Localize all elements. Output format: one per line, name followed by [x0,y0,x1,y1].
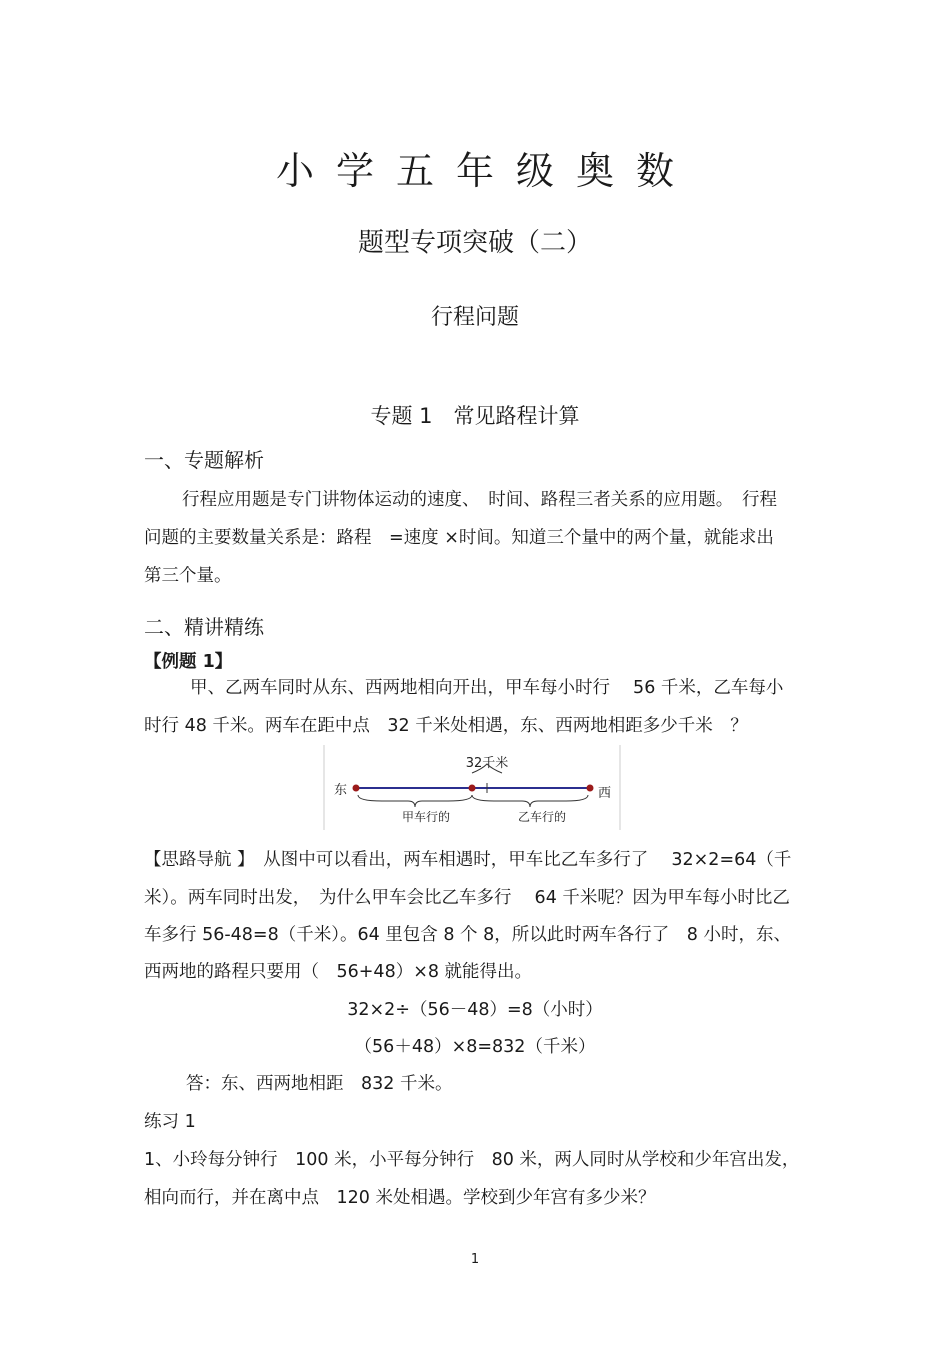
part1-line-2: 问题的主要数量关系是：路程 =速度 ×时间。知道三个量中的两个量，就能求出 [144,528,774,548]
meeting-diagram [322,745,622,830]
diagram-svg [322,745,622,830]
analysis-line-1: 【思路导航 】 从图中可以看出，两车相遇时，甲车比乙车多行了 32×2=64（千 [144,850,792,870]
formula-line-2: （56＋48）×8=832（千米） [354,1037,596,1057]
car-b-brace [472,795,588,807]
distance-label: 32千米 [465,756,509,771]
car-a-brace [358,795,472,807]
east-label: 东 [334,783,348,798]
example-line-1: 甲、乙两车同时从东、西两地相向开出，甲车每小时行 56 千米，乙车每小 [190,678,784,698]
part1-heading: 一、专题解析 [144,448,264,472]
car-a-label: 甲车行的 [401,810,451,824]
practice-line-2: 相向而行，并在离中点 120 米处相遇。学校到少年宫有多少米？ [144,1188,656,1208]
analysis-line-4: 西两地的路程只要用（ 56+48）×8 就能得出。 [144,962,533,982]
analysis-line-3: 车多行 56-48=8（千米）。64 里包含 8 个 8，所以此时两车各行了 8 小时，东、 [144,925,791,945]
car-b-label: 乙车行的 [517,810,567,824]
part1-line-3: 第三个量。 [144,566,232,586]
practice-label: 练习 1 [144,1112,196,1132]
practice-line-1: 1、小玲每分钟行 100 米，小平每分钟行 80 米，两人同时从学校和少年宫出发， [144,1150,800,1170]
part2-heading: 二、精讲精练 [144,615,264,639]
topic-heading: 行程问题 [430,305,519,330]
document-title: 小学五年级奥数 [275,149,696,193]
example-label: 【例题 1】 [144,652,233,672]
page-number: 1 [470,1252,480,1267]
meeting-point [469,785,476,792]
document-subtitle: 题型专项突破（二） [357,228,592,258]
west-label: 西 [598,786,612,801]
west-point [587,785,594,792]
example-line-2: 时行 48 千米。两车在距中点 32 千米处相遇，东、西两地相距多少千米 ？ [144,716,748,736]
east-point [353,785,360,792]
analysis-line-2: 米）。两车同时出发， 为什么甲车会比乙车多行 64 千米呢？因为甲车每小时比乙 [144,888,790,908]
section-title: 专题 1 常见路程计算 [370,404,580,428]
part1-line-1: 行程应用题是专门讲物体运动的速度、 时间、路程三者关系的应用题。 行程 [182,490,777,510]
answer-line: 答：东、西两地相距 832 千米。 [186,1074,453,1094]
formula-line-1: 32×2÷（56－48）=8（小时） [347,1000,603,1020]
